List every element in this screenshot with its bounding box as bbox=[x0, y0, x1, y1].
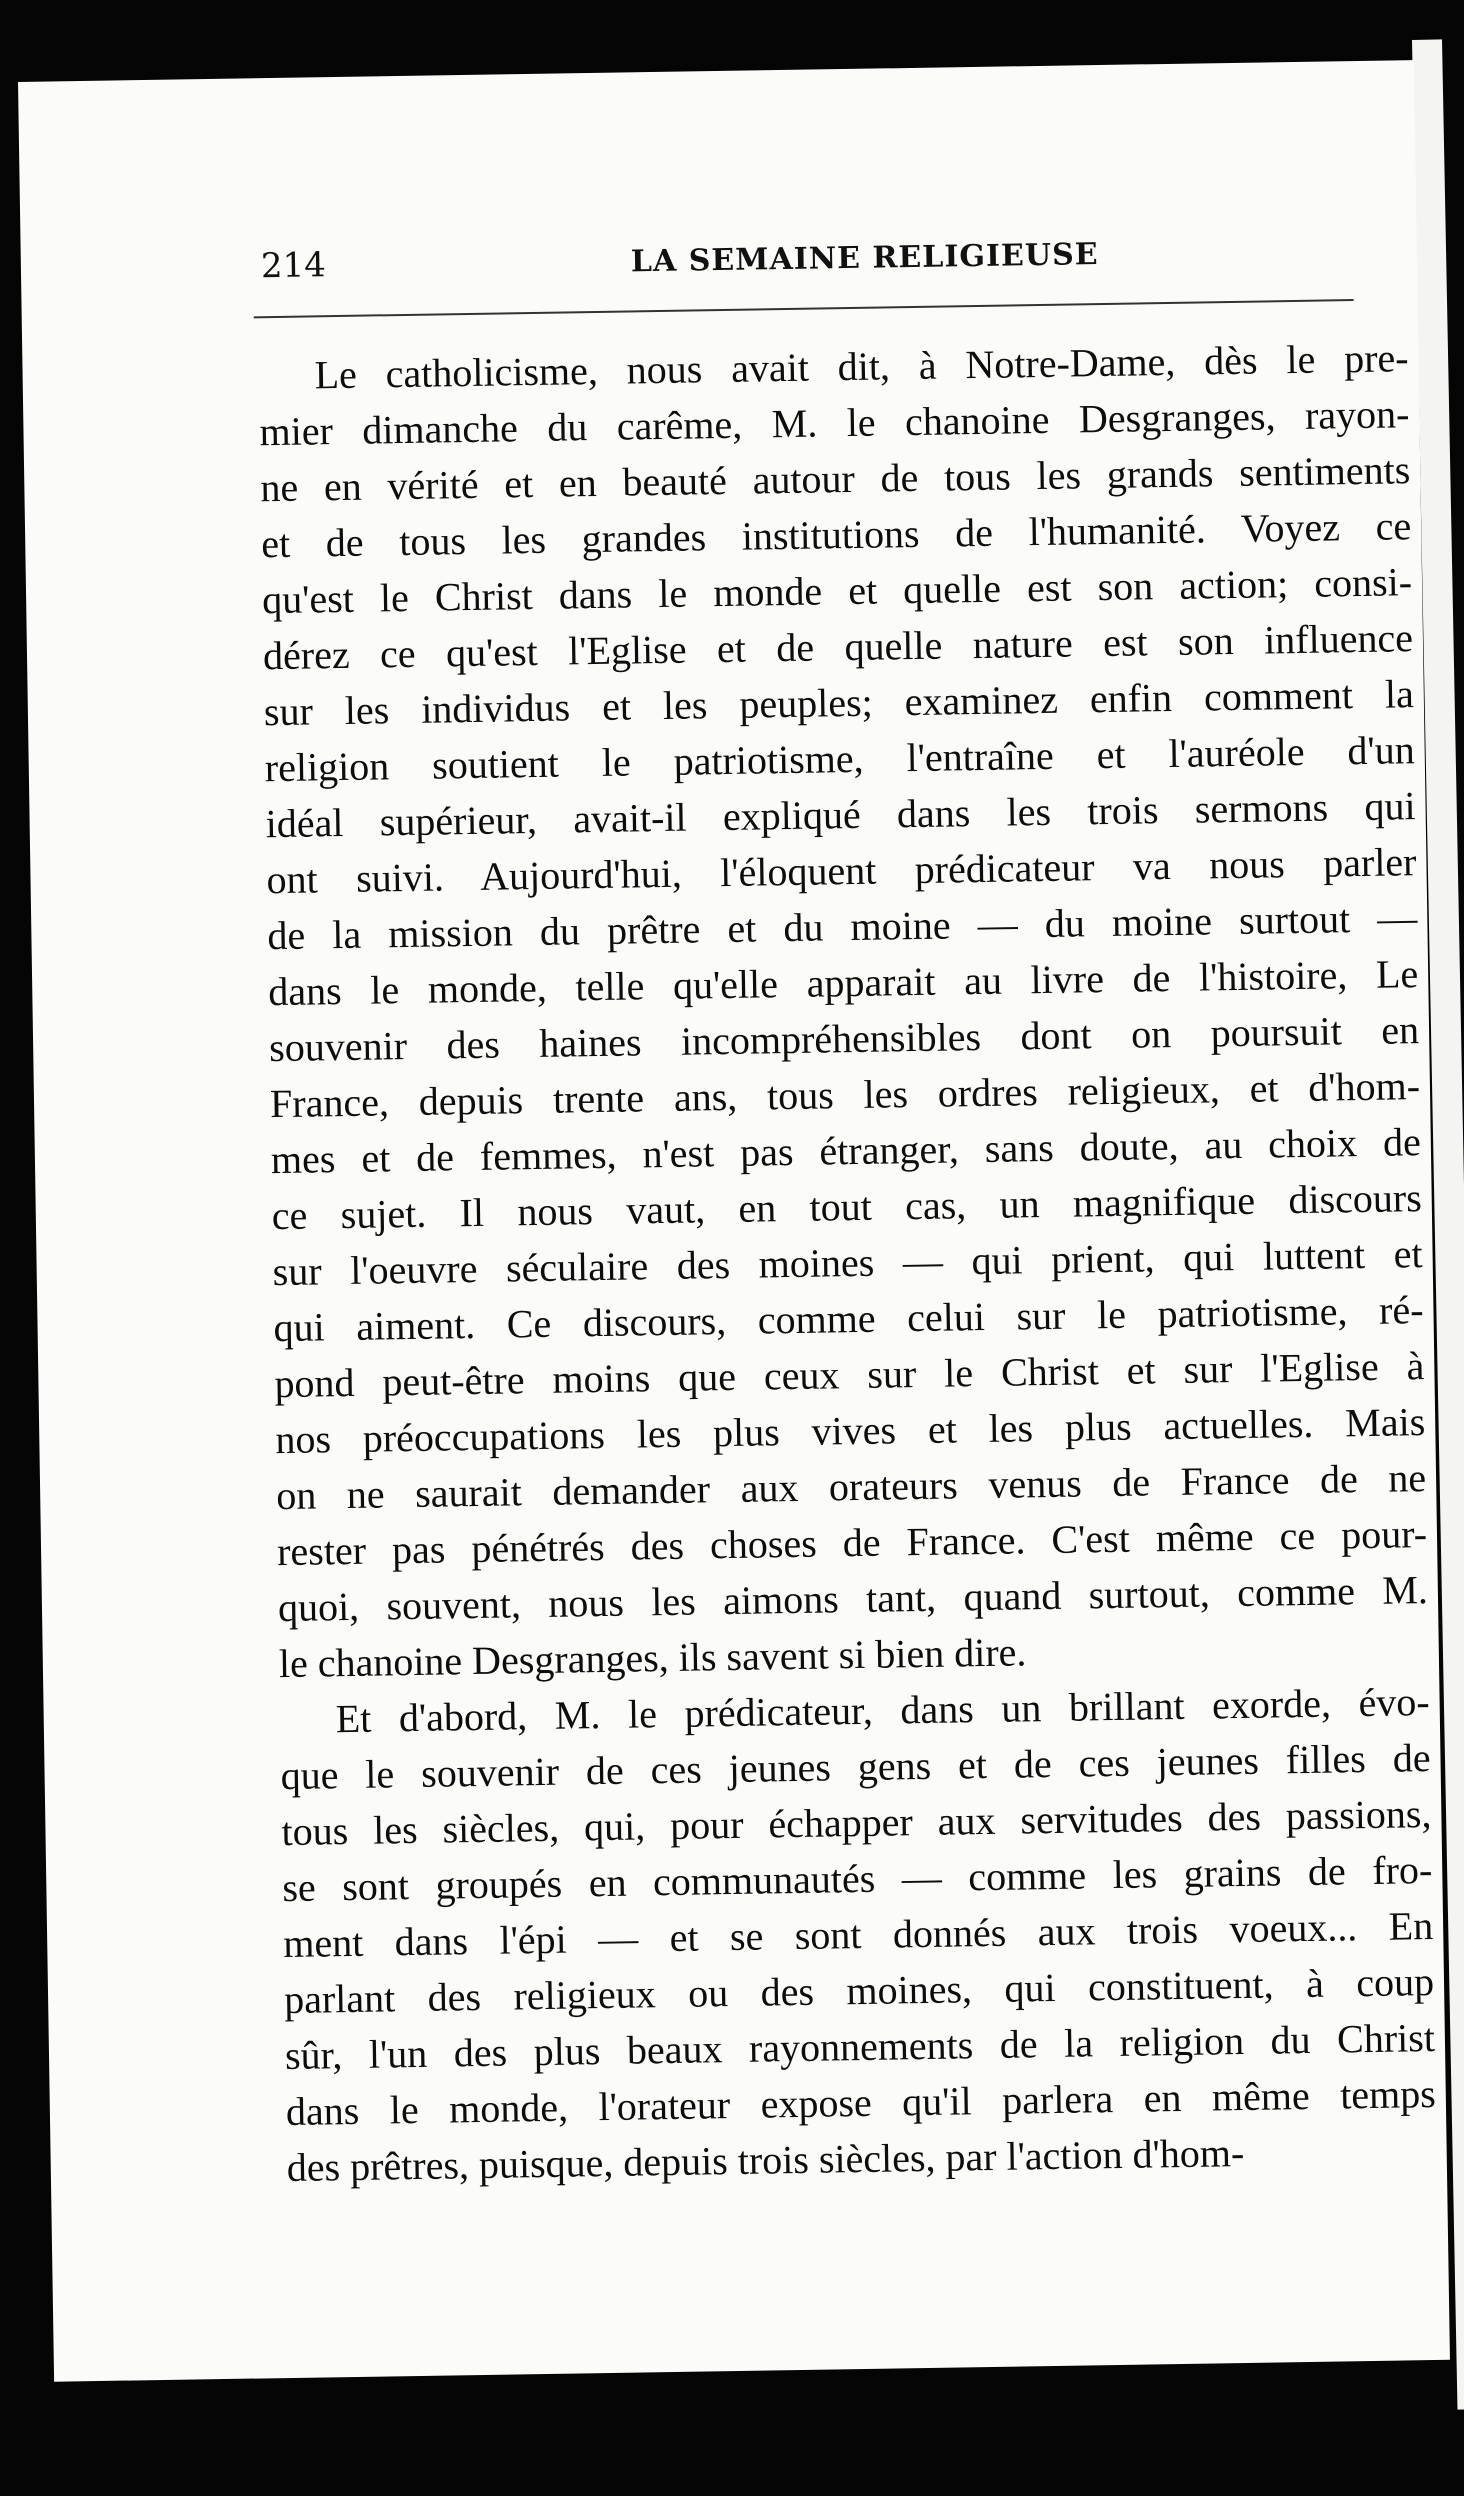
text-line: quoi, souvent, nous les aimons tant, quand surtout, comme M. bbox=[277, 1567, 1429, 1631]
text-line: que le souvenir de ces jeunes gens et de ces jeunes filles de bbox=[280, 1735, 1431, 1799]
text-line: religion soutient le patriotisme, l'entraîne et l'auréole d'un bbox=[264, 727, 1416, 791]
text-line: idéal supérieur, avait-il expliqué dans les trois sermons qui bbox=[265, 783, 1416, 847]
text-line: Le catholicisme, nous avait dit, à Notre-Dame, dès le pre- bbox=[314, 335, 1409, 398]
text-line: sur les individus et les peuples; examinez enfin comment la bbox=[263, 671, 1415, 735]
text-line: ce sujet. Il nous vaut, en tout cas, un magnifique discours bbox=[271, 1175, 1423, 1239]
running-title: LA SEMAINE RELIGIEUSE bbox=[630, 237, 1099, 280]
text-line: et de tous les grandes institutions de l'humanité. Voyez ce bbox=[260, 503, 1412, 567]
page-header bbox=[261, 229, 1362, 306]
text-line: qui aiment. Ce discours, comme celui sur le patriotisme, ré- bbox=[273, 1287, 1424, 1351]
text-line: mier dimanche du carême, M. le chanoine Desgranges, rayon- bbox=[259, 391, 1410, 455]
text-line: Et d'abord, M. le prédicateur, dans un brillant exorde, évo- bbox=[335, 1679, 1430, 1742]
text-line: ment dans l'épi — et se sont donnés aux trois voeux... En bbox=[282, 1903, 1434, 1967]
page-number: 214 bbox=[260, 245, 327, 287]
text-line: qu'est le Christ dans le monde et quelle est son action; consi- bbox=[261, 559, 1413, 623]
text-line: le chanoine Desgranges, ils savent si bien dire. bbox=[278, 1629, 1027, 1687]
paragraph bbox=[279, 1674, 1437, 2196]
text-line: France, depuis trente ans, tous les ordres religieux, et d'hom- bbox=[269, 1063, 1421, 1127]
text-line: souvenir des haines incompréhensibles dont on poursuit en bbox=[268, 1007, 1420, 1071]
text-line: mes et de femmes, n'est pas étranger, sans doute, au choix de bbox=[270, 1119, 1422, 1183]
text-line: on ne saurait demander aux orateurs venus de France de ne bbox=[275, 1455, 1427, 1519]
text-line: sur l'oeuvre séculaire des moines — qui prient, qui luttent et bbox=[272, 1231, 1423, 1295]
text-line: dans le monde, l'orateur expose qu'il parlera en même temps bbox=[285, 2070, 1437, 2135]
text-line: ont suivi. Aujourd'hui, l'éloquent prédicateur va nous parler bbox=[266, 839, 1417, 903]
text-line: dérez ce qu'est l'Eglise et de quelle nature est son influence bbox=[262, 615, 1414, 679]
paragraph bbox=[258, 330, 1429, 1692]
text-line: rester pas pénétrés des choses de France. C'est même ce pour- bbox=[276, 1511, 1428, 1575]
text-line: pond peut-être moins que ceux sur le Christ et sur l'Eglise à bbox=[274, 1343, 1425, 1407]
text-line: ne en vérité et en beauté autour de tous les grands sentiments bbox=[260, 447, 1411, 511]
text-line: de la mission du prêtre et du moine — du moine surtout — bbox=[267, 895, 1418, 959]
text-line: nos préoccupations les plus vives et les plus actuelles. Mais bbox=[275, 1399, 1426, 1463]
body-text bbox=[258, 330, 1437, 2196]
text-line: sûr, l'un des plus beaux rayonnements de la religion du Christ bbox=[284, 2014, 1436, 2079]
text-line: parlant des religieux ou des moines, qui constituent, à coup bbox=[283, 1958, 1435, 2023]
text-line: des prêtres, puisque, depuis trois siècles, par l'action d'hom- bbox=[286, 2129, 1245, 2191]
text-line: dans le monde, telle qu'elle apparait au livre de l'histoire, Le bbox=[267, 951, 1419, 1015]
text-line: tous les siècles, qui, pour échapper aux servitudes des passions, bbox=[281, 1791, 1432, 1855]
text-line: se sont groupés en communautés — comme les grains de fro- bbox=[282, 1847, 1433, 1911]
book-page bbox=[18, 60, 1450, 2382]
